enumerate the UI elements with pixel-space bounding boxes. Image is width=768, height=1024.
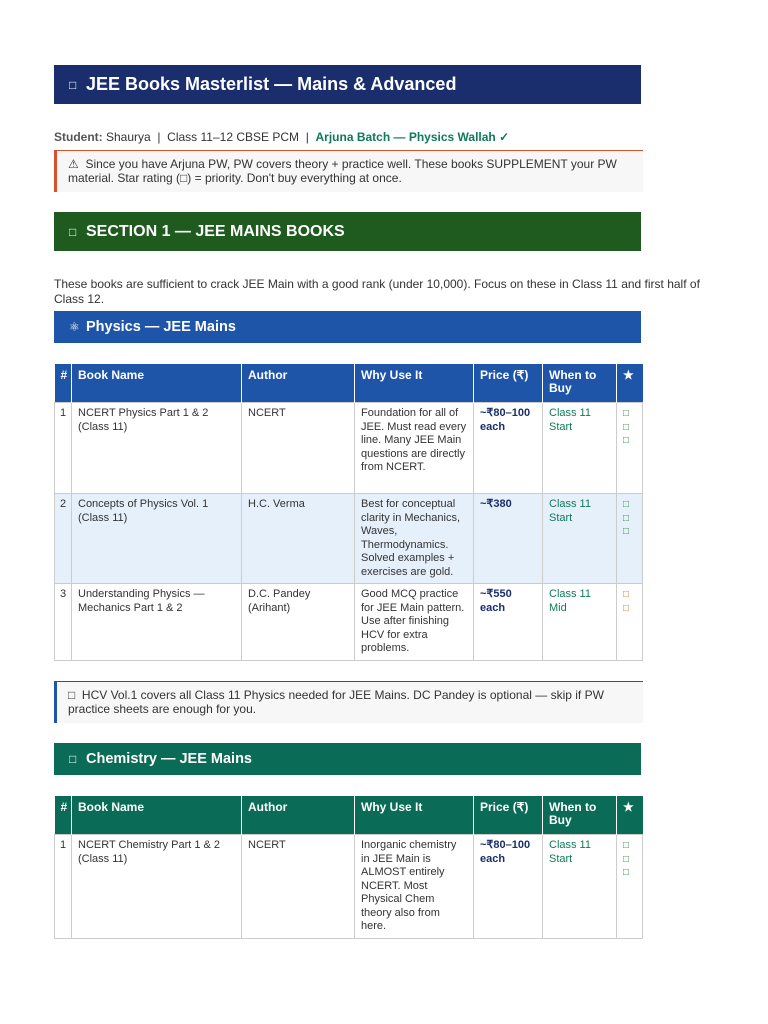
book-name: NCERT Chemistry Part 1 & 2 (Class 11) (72, 835, 242, 939)
book-author: NCERT (242, 835, 355, 939)
col-header-author: Author (242, 796, 355, 835)
atom-icon: ⚛ (69, 320, 80, 334)
chemistry-books-table (54, 796, 643, 939)
book-name: NCERT Physics Part 1 & 2 (Class 11) (72, 403, 242, 494)
col-header-book: Book Name (72, 364, 242, 403)
star-icon: □ (623, 840, 630, 851)
book-when: Class 11 Start (543, 835, 617, 939)
row-num: 1 (55, 403, 72, 494)
page-title: JEE Books Masterlist — Mains & Advanced (86, 74, 457, 94)
book-name: Concepts of Physics Vol. 1 (Class 11) (72, 494, 242, 584)
col-header-when: When to Buy (543, 796, 617, 835)
book-why: Best for conceptual clarity in Mechanics, Waves, Thermodynamics. Solved examples + exercises are gold. (355, 494, 474, 584)
row-num: 2 (55, 494, 72, 584)
physics-banner (54, 311, 641, 343)
col-header-price: Price (₹) (474, 364, 543, 403)
student-class: Class 11–12 CBSE PCM (167, 130, 300, 144)
star-icon: □ (623, 526, 630, 537)
book-icon: □ (69, 77, 77, 92)
section1-intro: These books are sufficient to crack JEE Main with a good rank (under 10,000). Focus on these in Class 11 and first half of Class 12. (54, 277, 700, 306)
physics-title: Physics — JEE Mains (86, 319, 236, 335)
hcv-note-text: HCV Vol.1 covers all Class 11 Physics needed for JEE Mains. DC Pandey is optional — skip if PW practice sheets are enough for you. (68, 688, 604, 716)
book-when: Class 11 Start (543, 494, 617, 584)
separator: | (305, 130, 309, 144)
book-why: Foundation for all of JEE. Must read every line. Many JEE Main questions are directly from NCERT. (355, 403, 474, 494)
book-why: Inorganic chemistry in JEE Main is ALMOST entirely NCERT. Most Physical Chem theory also from here. (355, 835, 474, 939)
row-num: 1 (55, 835, 72, 939)
table-row (55, 835, 643, 939)
book-author: D.C. Pandey (Arihant) (242, 584, 355, 661)
col-header-num: # (55, 364, 72, 403)
section1-title: SECTION 1 — JEE MAINS BOOKS (86, 222, 345, 240)
table-row (55, 403, 643, 494)
col-header-price: Price (₹) (474, 796, 543, 835)
star-icon: □ (623, 408, 630, 419)
row-num: 3 (55, 584, 72, 661)
student-label: Student: (54, 130, 103, 144)
book-price: ~₹550 each (474, 584, 543, 661)
chemistry-title: Chemistry — JEE Mains (86, 751, 252, 767)
col-header-why: Why Use It (355, 796, 474, 835)
col-header-num: # (55, 796, 72, 835)
col-header-stars: ★ (617, 796, 643, 835)
col-header-when: When to Buy (543, 364, 617, 403)
warning-text: Since you have Arjuna PW, PW covers theory + practice well. These books SUPPLEMENT your PW material. Star rating (□) = priority. Don't buy everything at once. (68, 157, 617, 185)
section-icon: □ (69, 224, 77, 239)
col-header-author: Author (242, 364, 355, 403)
star-icon: □ (623, 435, 630, 446)
table-header-row (55, 796, 643, 835)
physics-books-table (54, 364, 643, 661)
star-rating (617, 835, 643, 939)
page-title-banner (54, 65, 641, 104)
star-icon: □ (623, 867, 630, 878)
col-header-why: Why Use It (355, 364, 474, 403)
book-why: Good MCQ practice for JEE Main pattern. Use after finishing HCV for extra problems. (355, 584, 474, 661)
student-info (54, 130, 509, 144)
book-author: H.C. Verma (242, 494, 355, 584)
star-icon: □ (623, 499, 630, 510)
star-icon: □ (623, 602, 630, 614)
col-header-book: Book Name (72, 796, 242, 835)
table-row (55, 584, 643, 661)
star-rating (617, 403, 643, 494)
hcv-note (54, 681, 643, 723)
table-header-row (55, 364, 643, 403)
book-when: Class 11 Mid (543, 584, 617, 661)
book-name: Understanding Physics — Mechanics Part 1 & 2 (72, 584, 242, 661)
book-price: ~₹80–100 each (474, 403, 543, 494)
bulb-icon: □ (68, 688, 76, 702)
star-icon: □ (623, 589, 630, 600)
book-price: ~₹80–100 each (474, 835, 543, 939)
section1-banner (54, 212, 641, 251)
separator: | (157, 130, 161, 144)
star-icon: □ (623, 853, 630, 865)
col-header-stars: ★ (617, 364, 643, 403)
book-author: NCERT (242, 403, 355, 494)
star-rating (617, 584, 643, 661)
warning-note (54, 150, 643, 192)
star-rating (617, 494, 643, 584)
flask-icon: □ (69, 752, 77, 766)
chemistry-banner (54, 743, 641, 775)
star-icon: □ (623, 512, 630, 524)
warning-icon: ⚠ (68, 157, 79, 171)
student-batch: Arjuna Batch — Physics Wallah ✓ (315, 130, 510, 144)
table-row (55, 494, 643, 584)
book-price: ~₹380 (474, 494, 543, 584)
book-when: Class 11 Start (543, 403, 617, 494)
student-name: Shaurya (106, 130, 151, 144)
star-icon: □ (623, 421, 630, 433)
